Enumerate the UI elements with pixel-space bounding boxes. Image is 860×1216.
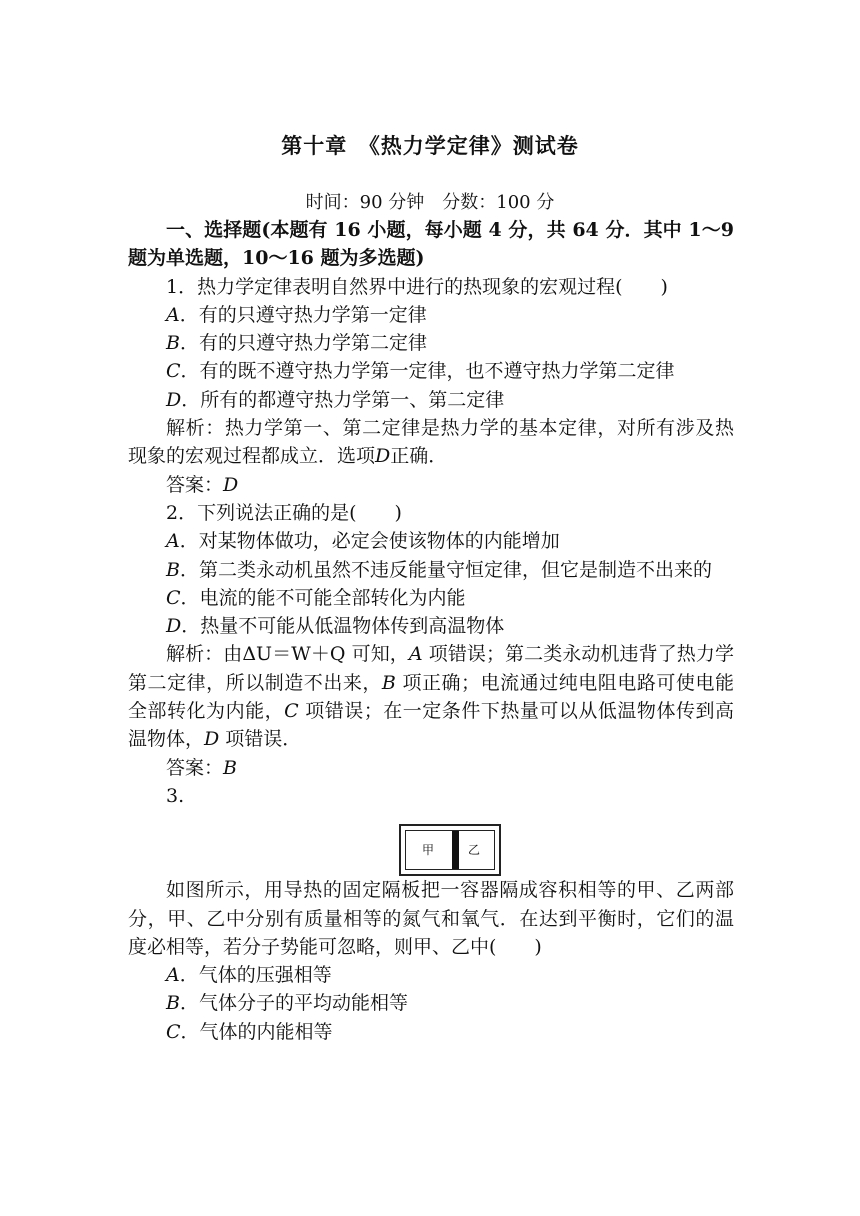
q2-option-a bbox=[128, 527, 734, 555]
q1-option-b bbox=[128, 329, 734, 357]
analysis-option-ref: C bbox=[284, 700, 299, 723]
answer-label: 答案： bbox=[166, 756, 224, 779]
q3-option-b bbox=[128, 989, 734, 1017]
analysis-text: 正确． bbox=[390, 445, 448, 468]
q2-option-b bbox=[128, 556, 734, 584]
q2-answer bbox=[128, 754, 734, 782]
q3-option-c bbox=[128, 1018, 734, 1046]
option-text: ．对某物体做功，必定会使该物体的内能增加 bbox=[179, 530, 560, 553]
option-text: ．气体分子的平均动能相等 bbox=[179, 992, 408, 1015]
container-inner-wall bbox=[405, 830, 495, 870]
q3-number: 3. bbox=[166, 784, 185, 807]
option-label: C bbox=[166, 586, 181, 609]
analysis-option-ref: D bbox=[204, 728, 220, 751]
option-text: ．所有的都遵守热力学第一、第二定律 bbox=[181, 388, 505, 411]
q1-analysis bbox=[128, 414, 734, 471]
page-title: 第十章 《热力学定律》测试卷 bbox=[281, 133, 579, 158]
option-text: ．第二类永动机虽然不违反能量守恒定律，但它是制造不出来的 bbox=[179, 558, 712, 581]
analysis-option-ref: A bbox=[408, 643, 423, 666]
q3-stem: 如图所示，用导热的固定隔板把一容器隔成容积相等的甲、乙两部分，甲、乙中分别有质量相等的氮气和氧气．在达到平衡时，它们的温度必相等，若分子势能可忽略，则甲、乙中( ) bbox=[128, 879, 734, 958]
q1-option-d bbox=[128, 386, 734, 414]
option-label: B bbox=[166, 558, 180, 581]
answer-value: B bbox=[223, 756, 237, 779]
analysis-option-ref: B bbox=[381, 671, 396, 694]
option-text: ．气体的内能相等 bbox=[180, 1020, 333, 1043]
option-text: ．电流的能不可能全部转化为内能 bbox=[180, 586, 466, 609]
q2-analysis bbox=[128, 640, 734, 753]
option-label: A bbox=[166, 964, 180, 987]
chamber-right-label: 乙 bbox=[468, 843, 481, 858]
answer-label: 答案： bbox=[166, 473, 224, 496]
option-label: D bbox=[166, 615, 182, 638]
option-label: D bbox=[166, 388, 182, 411]
option-label: C bbox=[166, 360, 181, 383]
option-text: ．气体的压强相等 bbox=[179, 964, 332, 987]
option-text: ．有的既不遵守热力学第一定律，也不遵守热力学第二定律 bbox=[180, 360, 675, 383]
analysis-text: 项错误；第二类永动机违背了热力学第二定律，所以制造不出来， bbox=[128, 643, 734, 694]
analysis-option-ref: D bbox=[375, 445, 391, 468]
option-label: A bbox=[166, 303, 180, 326]
q3-figure bbox=[128, 810, 734, 876]
q1-option-a bbox=[128, 301, 734, 329]
chamber-left-label: 甲 bbox=[422, 843, 435, 858]
q1-answer bbox=[128, 471, 734, 499]
analysis-label: 解析： bbox=[166, 417, 225, 440]
option-text: ．有的只遵守热力学第一定律 bbox=[179, 303, 427, 326]
q1-stem: 1．热力学定律表明自然界中进行的热现象的宏观过程( ) bbox=[166, 275, 668, 298]
option-text: ．有的只遵守热力学第二定律 bbox=[179, 332, 427, 355]
document-body bbox=[128, 216, 734, 1046]
analysis-text: 热力学第一、第二定律是热力学的基本定律，对所有涉及热现象的宏观过程都成立．选项 bbox=[128, 417, 734, 468]
option-label: B bbox=[166, 332, 180, 355]
option-label: A bbox=[166, 530, 180, 553]
analysis-text: 项错误；在一定条件下热量可以从低温物体传到高温物体， bbox=[128, 700, 734, 751]
exam-meta: 时间：90 分钟 分数：100 分 bbox=[305, 192, 555, 213]
option-text: ．热量不可能从低温物体传到高温物体 bbox=[181, 615, 505, 638]
analysis-text: 项正确；电流通过纯电阻电路可使电能全部转化为内能， bbox=[128, 671, 734, 723]
option-label: C bbox=[166, 1020, 181, 1043]
analysis-text: 项错误． bbox=[219, 728, 302, 751]
q1-option-c bbox=[128, 357, 734, 385]
q2-stem: 2．下列说法正确的是( ) bbox=[166, 501, 402, 524]
option-label: B bbox=[166, 992, 180, 1015]
analysis-label: 解析： bbox=[166, 643, 224, 666]
q2-option-c bbox=[128, 584, 734, 612]
container-diagram bbox=[399, 824, 501, 876]
q3-option-a bbox=[128, 961, 734, 989]
section-heading: 一、选择题(本题有 16 小题，每小题 4 分，共 64 分．其中 1～9 题为单选题，10～16 题为多选题) bbox=[128, 219, 734, 270]
partition-board bbox=[452, 831, 459, 869]
q2-option-d bbox=[128, 612, 734, 640]
analysis-text: 由ΔU＝W＋Q 可知， bbox=[223, 643, 409, 666]
answer-value: D bbox=[223, 473, 239, 496]
